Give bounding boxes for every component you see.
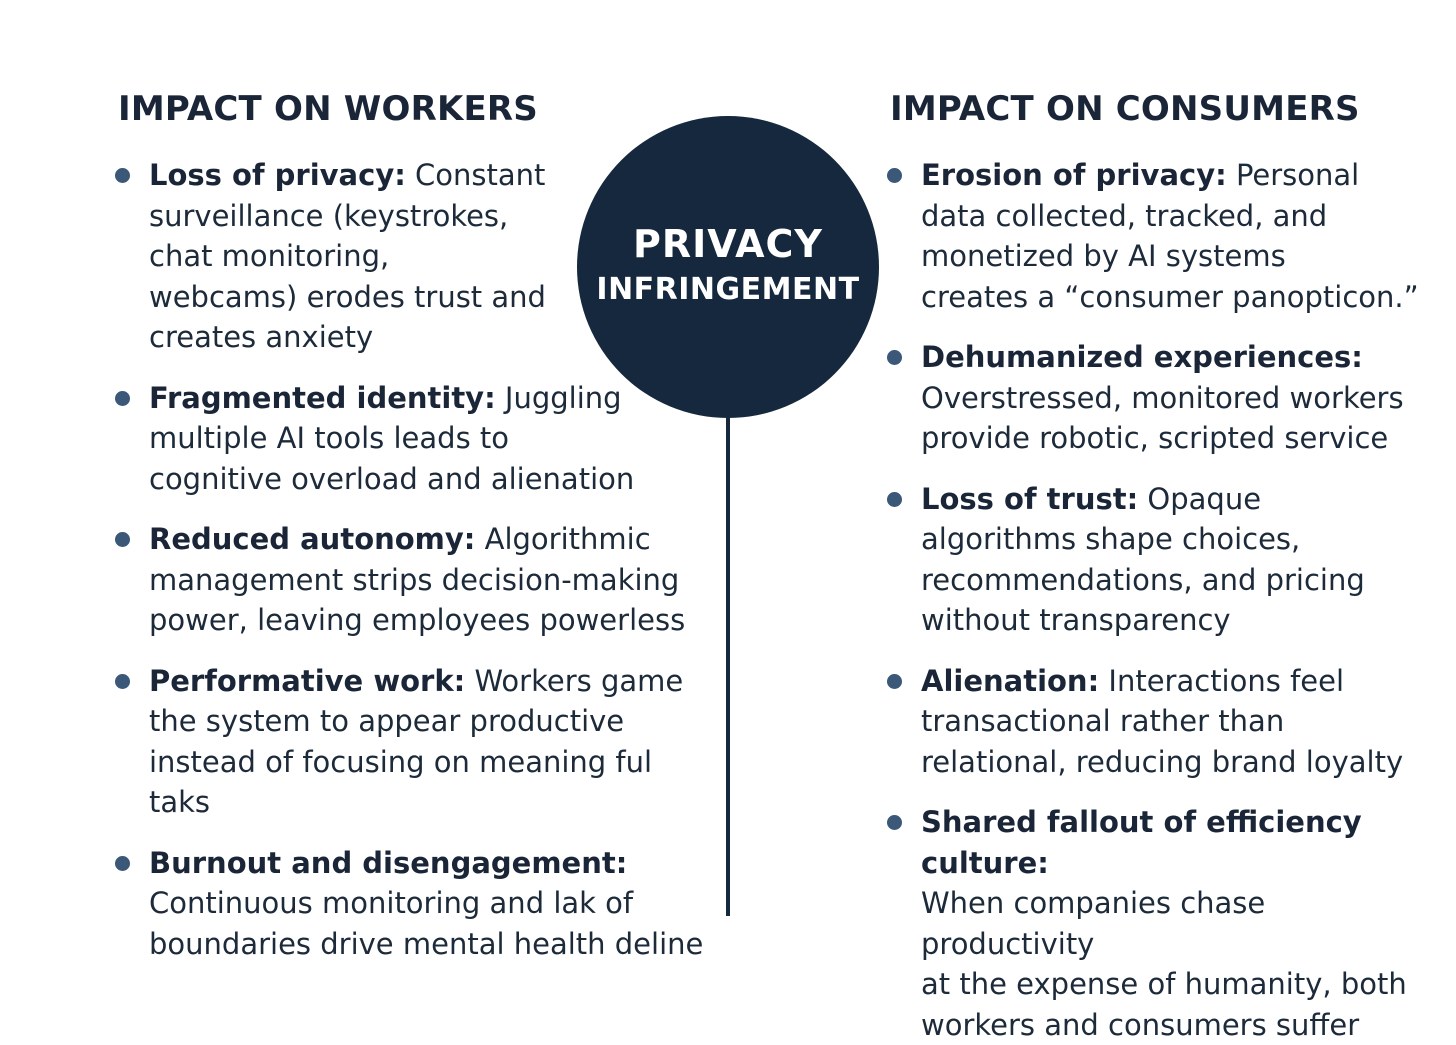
item-description: Interactions feel transactional rather than relational, reducing brand loyalty [921, 663, 1404, 779]
bullet-dot-icon [887, 674, 902, 689]
consumers-item-alienation [886, 661, 1446, 783]
bullet-dot-icon [115, 856, 130, 871]
item-description: Workers game the system to appear productive instead of focusing on meaning ful taks [149, 663, 684, 819]
bullet-dot-icon [887, 168, 902, 183]
workers-item-reduced-autonomy [114, 519, 714, 641]
workers-item-burnout [114, 843, 714, 965]
item-term: Alienation: [921, 663, 1100, 698]
item-term: Performative work: [149, 663, 466, 698]
bullet-dot-icon [115, 674, 130, 689]
item-term: Loss of trust: [921, 481, 1139, 516]
item-term: Reduced autonomy: [149, 522, 476, 556]
consumers-item-shared-fallout [886, 802, 1446, 1045]
circle-title-line2: INFRINGEMENT [596, 272, 860, 307]
workers-item-fragmented-identity [114, 378, 714, 500]
item-description: Algorithmic management strips decision-making power, leaving employees powerless [149, 522, 686, 637]
bullet-dot-icon [115, 391, 130, 406]
bullet-dot-icon [887, 492, 902, 507]
consumers-item-loss-of-trust [886, 479, 1446, 641]
item-description: Juggling multiple AI tools leads to cognitive overload and alienation [149, 380, 635, 496]
consumers-impact-list [886, 155, 1446, 1045]
workers-heading: IMPACT ON WORKERS [118, 89, 538, 129]
item-term: Shared fallout of efficiency culture: [921, 805, 1362, 880]
item-term: Dehumanized experiences: [921, 340, 1363, 374]
item-term: Loss of privacy: [149, 158, 406, 192]
item-term: Erosion of privacy: [921, 158, 1227, 192]
consumers-item-erosion-of-privacy [886, 155, 1446, 317]
item-description: When companies chase productivity at the expense of humanity, both workers and consumers suffer [921, 886, 1407, 1042]
workers-item-performative-work [114, 661, 714, 823]
center-divider-line [726, 418, 730, 916]
item-term: Burnout and disengagement: [149, 845, 628, 880]
bullet-dot-icon [115, 532, 130, 547]
item-description: Constant surveillance (keystrokes, chat monitoring, webcams) erodes trust and creates anxiety [149, 158, 546, 354]
privacy-infringement-circle [577, 116, 879, 418]
consumers-item-dehumanized-experiences [886, 337, 1446, 459]
item-description: Opaque algorithms shape choices, recommendations, and pricing without transparency [921, 481, 1365, 637]
bullet-dot-icon [887, 815, 902, 830]
item-description: Continuous monitoring and lak of boundaries drive mental health deline [149, 886, 704, 961]
item-term: Fragmented identity: [149, 380, 496, 415]
item-description: Overstressed, monitored workers provide robotic, scripted service [921, 380, 1404, 455]
item-description: Personal data collected, tracked, and monetized by AI systems creates a “consumer panopticon.” [921, 158, 1419, 314]
bullet-dot-icon [115, 168, 130, 183]
bullet-dot-icon [887, 350, 902, 365]
circle-title-line1: PRIVACY [633, 222, 823, 266]
consumers-heading: IMPACT ON CONSUMERS [890, 89, 1360, 129]
